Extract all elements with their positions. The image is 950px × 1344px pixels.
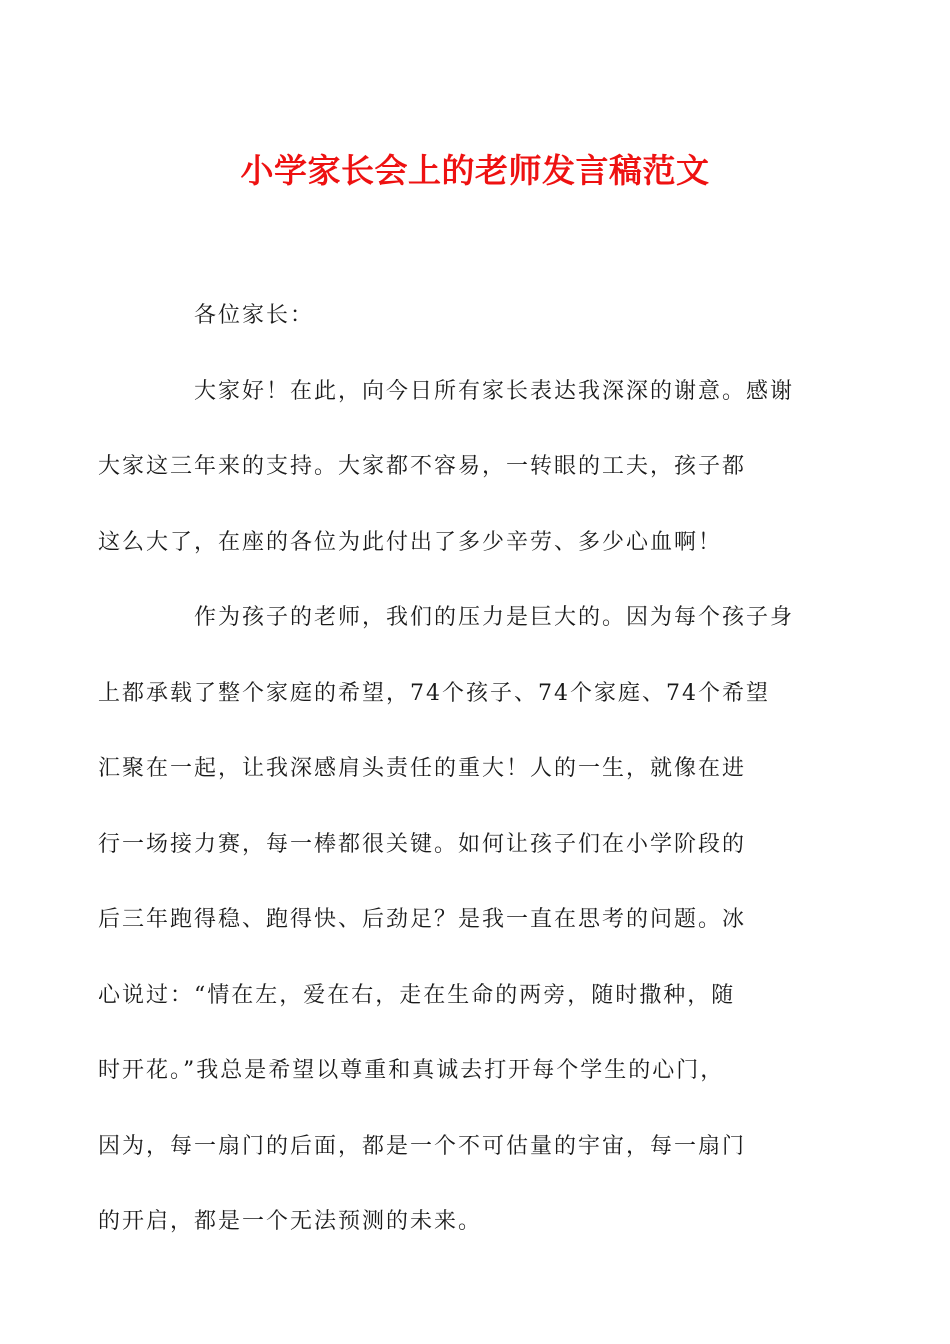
paragraph-greeting bbox=[98, 354, 806, 581]
text-line: 汇聚在一起，让我深感肩头责任的重大！人的一生，就像在进 bbox=[98, 756, 747, 781]
paragraph-salutation bbox=[146, 278, 806, 354]
text-line: 作为孩子的老师，我们的压力是巨大的。因为每个孩子身 bbox=[194, 605, 795, 630]
text-line: 因为，每一扇门的后面，都是一个不可估量的宇宙，每一扇门 bbox=[98, 1133, 747, 1159]
text-line: 时开花。”我总是希望以尊重和真诚去打开每个学生的心门， bbox=[98, 1058, 725, 1083]
document-body bbox=[98, 278, 806, 1260]
text-line: 这么大了，在座的各位为此付出了多少辛劳、多少心血啊！ bbox=[98, 529, 723, 555]
text-line: 上都承载了整个家庭的希望，74个孩子、74个家庭、74个希望 bbox=[98, 680, 770, 706]
text-line: 各位家长： bbox=[194, 303, 315, 328]
text-line: 行一场接力赛，每一棒都很关键。如何让孩子们在小学阶段的 bbox=[98, 831, 747, 857]
text-line: 后三年跑得稳、跑得快、后劲足？是我一直在思考的问题。冰 bbox=[98, 907, 747, 932]
text-line: 大家好！在此，向今日所有家长表达我深深的谢意。感谢 bbox=[194, 378, 795, 404]
text-line: 的开启，都是一个无法预测的未来。 bbox=[98, 1209, 483, 1234]
text-line: 大家这三年来的支持。大家都不容易，一转眼的工夫，孩子都 bbox=[98, 454, 747, 479]
text-line: 心说过：“情在左，爱在右，走在生命的两旁，随时撒种，随 bbox=[98, 982, 736, 1008]
document-title: 小学家长会上的老师发言稿范文 bbox=[240, 151, 710, 190]
paragraph-teacher-pressure bbox=[98, 580, 806, 1260]
